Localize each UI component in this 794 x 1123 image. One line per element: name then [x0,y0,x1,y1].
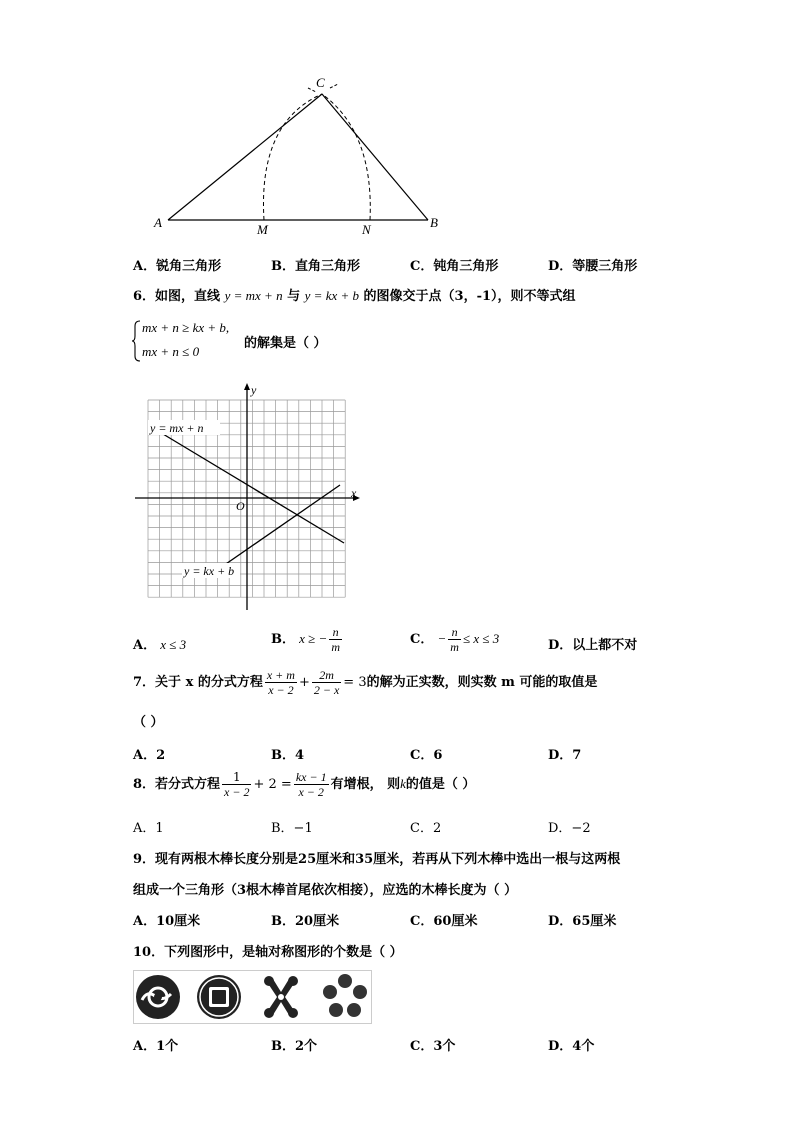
q8-option-c[interactable]: C．2 [410,821,442,836]
x-axis-label: x [351,486,357,500]
q6-option-a[interactable]: A． x ≤ 3 [133,637,187,653]
inequality-1: mx + n ≥ kx + b, [142,320,230,335]
q6-graph [130,380,370,615]
q8-option-a[interactable]: A．1 [133,821,164,836]
inequality-2: mx + n ≤ 0 [142,344,200,359]
q9-stem-line1: 9．现有两根木棒长度分别是25厘米和35厘米，若再从下列木棒中选出一根与这两根 [133,852,621,867]
triangle-compass-figure [140,72,450,240]
figure-1-swirl-icon [136,975,180,1019]
q5-option-b[interactable]: B．直角三角形 [271,259,360,274]
y-axis-arrow [244,383,250,390]
q9-option-b[interactable]: B．20厘米 [271,914,340,929]
side-ac [168,94,322,220]
q8-stem: 8．若分式方程 $\frac{1}{x - 2}$ + 2 = $\frac{kx - 1}{x - 2}$ 有增根， 则k的值是（ ） [133,770,476,799]
q6-option-b[interactable]: B． x ≥ − $\frac{n}{m}$ [271,625,340,654]
q7-option-a[interactable]: A．2 [133,748,166,763]
label-a: A [154,215,162,230]
q5-option-d[interactable]: D．等腰三角形 [548,259,638,274]
label-c: C [316,75,325,90]
arc-cn [322,94,370,220]
label-line-mx-n: y = mx + n [150,421,204,435]
q5-option-a[interactable]: A．锐角三角形 [133,259,222,274]
figure-2-coin-icon [197,975,241,1019]
q9-stem-line2: 组成一个三角形（3根木棒首尾依次相接），应选的木棒长度为（ ） [133,883,518,898]
side-bc [322,94,428,220]
q10-option-a[interactable]: A．1个 [133,1039,179,1054]
q5-option-c[interactable]: C．钝角三角形 [410,259,499,274]
inequality-brace [131,320,141,362]
q7-stem: 7．关于 x 的分式方程 $\frac{x + m}{x - 2}$ + $\frac{2m}{2 - x}$ = 3的解为正实数，则实数 m 可能的取值是 [133,668,598,697]
q9-option-c[interactable]: C．60厘米 [410,914,478,929]
q6-stem-end: 的解集是（ ） [244,336,327,351]
origin-label: O [236,499,245,513]
q8-option-b[interactable]: B．−1 [271,821,313,836]
q7-option-b[interactable]: B．4 [271,748,305,763]
line-mx-n [158,431,344,543]
arc-cm [263,94,322,220]
q9-option-d[interactable]: D．65厘米 [548,914,617,929]
y-axis-label: y [251,383,257,397]
q6-stem: 6．如图，直线 y = mx + n 与 y = kx + b 的图像交于点（3，-1），则不等式组 [133,288,576,304]
q6-option-d[interactable]: D．以上都不对 [548,638,638,653]
q9-option-a[interactable]: A．10厘米 [133,914,201,929]
label-m: M [257,222,268,237]
q7-answer-paren: （ ） [133,715,164,730]
q10-option-d[interactable]: D．4个 [548,1039,595,1054]
q6-option-c[interactable]: C． − $\frac{n}{m}$ ≤ x ≤ 3 [410,625,500,654]
q10-stem: 10．下列图形中，是轴对称图形的个数是（ ） [133,945,403,960]
label-b: B [430,215,438,230]
q7-option-c[interactable]: C．6 [410,748,443,763]
q8-option-d[interactable]: D．−2 [548,821,591,836]
q7-option-d[interactable]: D．7 [548,748,582,763]
q10-option-c[interactable]: C．3个 [410,1039,456,1054]
q10-option-b[interactable]: B．2个 [271,1039,318,1054]
label-line-kx-b: y = kx + b [184,564,235,578]
label-n: N [362,222,371,237]
q10-figures [133,970,373,1024]
